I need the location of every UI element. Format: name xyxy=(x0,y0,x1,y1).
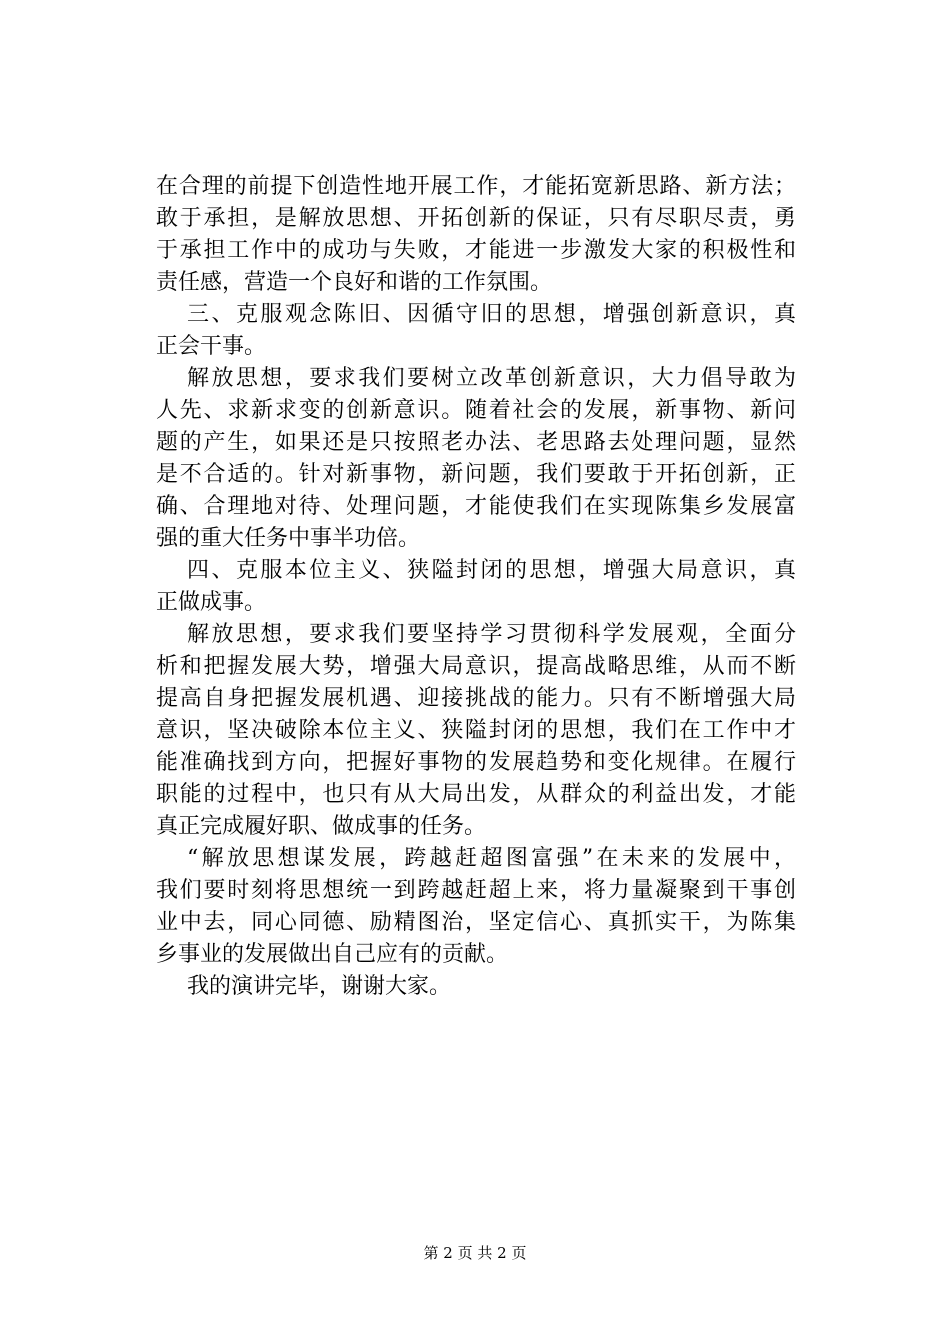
text-line: 我的演讲完毕，谢谢大家。 xyxy=(187,974,452,999)
text-line: 析和把握发展大势，增强大局意识，提高战略思维，从而不断 xyxy=(156,654,796,679)
text-line: 三、克服观念陈旧、因循守旧的思想，增强创新意识，真 xyxy=(187,302,796,327)
text-line: 真正完成履好职、做成事的任务。 xyxy=(156,814,487,839)
text-line: 乡事业的发展做出自己应有的贡献。 xyxy=(156,942,509,967)
text-line: 意识，坚决破除本位主义、狭隘封闭的思想，我们在工作中才 xyxy=(156,718,796,743)
text-line: 四、克服本位主义、狭隘封闭的思想，增强大局意识，真 xyxy=(187,558,796,583)
text-line: 强的重大任务中事半功倍。 xyxy=(156,526,421,551)
text-line: 于承担工作中的成功与失败，才能进一步激发大家的积极性和 xyxy=(156,238,796,263)
text-line: 职能的过程中，也只有从大局出发，从群众的利益出发，才能 xyxy=(156,782,796,807)
text-line: 业中去，同心同德、励精图治，坚定信心、真抓实干，为陈集 xyxy=(156,910,796,935)
text-line: 解放思想，要求我们要树立改革创新意识，大力倡导敢为 xyxy=(187,366,796,391)
text-line: 正会干事。 xyxy=(156,334,267,359)
text-line: 在合理的前提下创造性地开展工作，才能拓宽新思路、新方法； xyxy=(156,174,796,199)
text-line: 解放思想，要求我们要坚持学习贯彻科学发展观，全面分 xyxy=(187,622,796,647)
text-line: 提高自身把握发展机遇、迎接挑战的能力。只有不断增强大局 xyxy=(156,686,796,711)
text-line: 是不合适的。针对新事物，新问题，我们要敢于开拓创新，正 xyxy=(156,462,796,487)
text-line: 人先、求新求变的创新意识。随着社会的发展，新事物、新问 xyxy=(156,398,796,423)
text-line: 正做成事。 xyxy=(156,590,267,615)
text-line: 敢于承担，是解放思想、开拓创新的保证，只有尽职尽责，勇 xyxy=(156,206,796,231)
text-line: 能准确找到方向，把握好事物的发展趋势和变化规律。在履行 xyxy=(156,750,796,775)
page-footer: 第 2 页 共 2 页 xyxy=(423,1244,527,1262)
text-line: “解放思想谋发展，跨越赶超图富强”在未来的发展中， xyxy=(187,846,796,871)
text-line: 我们要时刻将思想统一到跨越赶超上来，将力量凝聚到干事创 xyxy=(156,878,796,903)
body-text xyxy=(156,171,796,1003)
text-line: 责任感，营造一个良好和谐的工作氛围。 xyxy=(156,270,553,295)
text-line: 确、合理地对待、处理问题，才能使我们在实现陈集乡发展富 xyxy=(156,494,796,519)
text-line: 题的产生，如果还是只按照老办法、老思路去处理问题，显然 xyxy=(156,430,796,455)
